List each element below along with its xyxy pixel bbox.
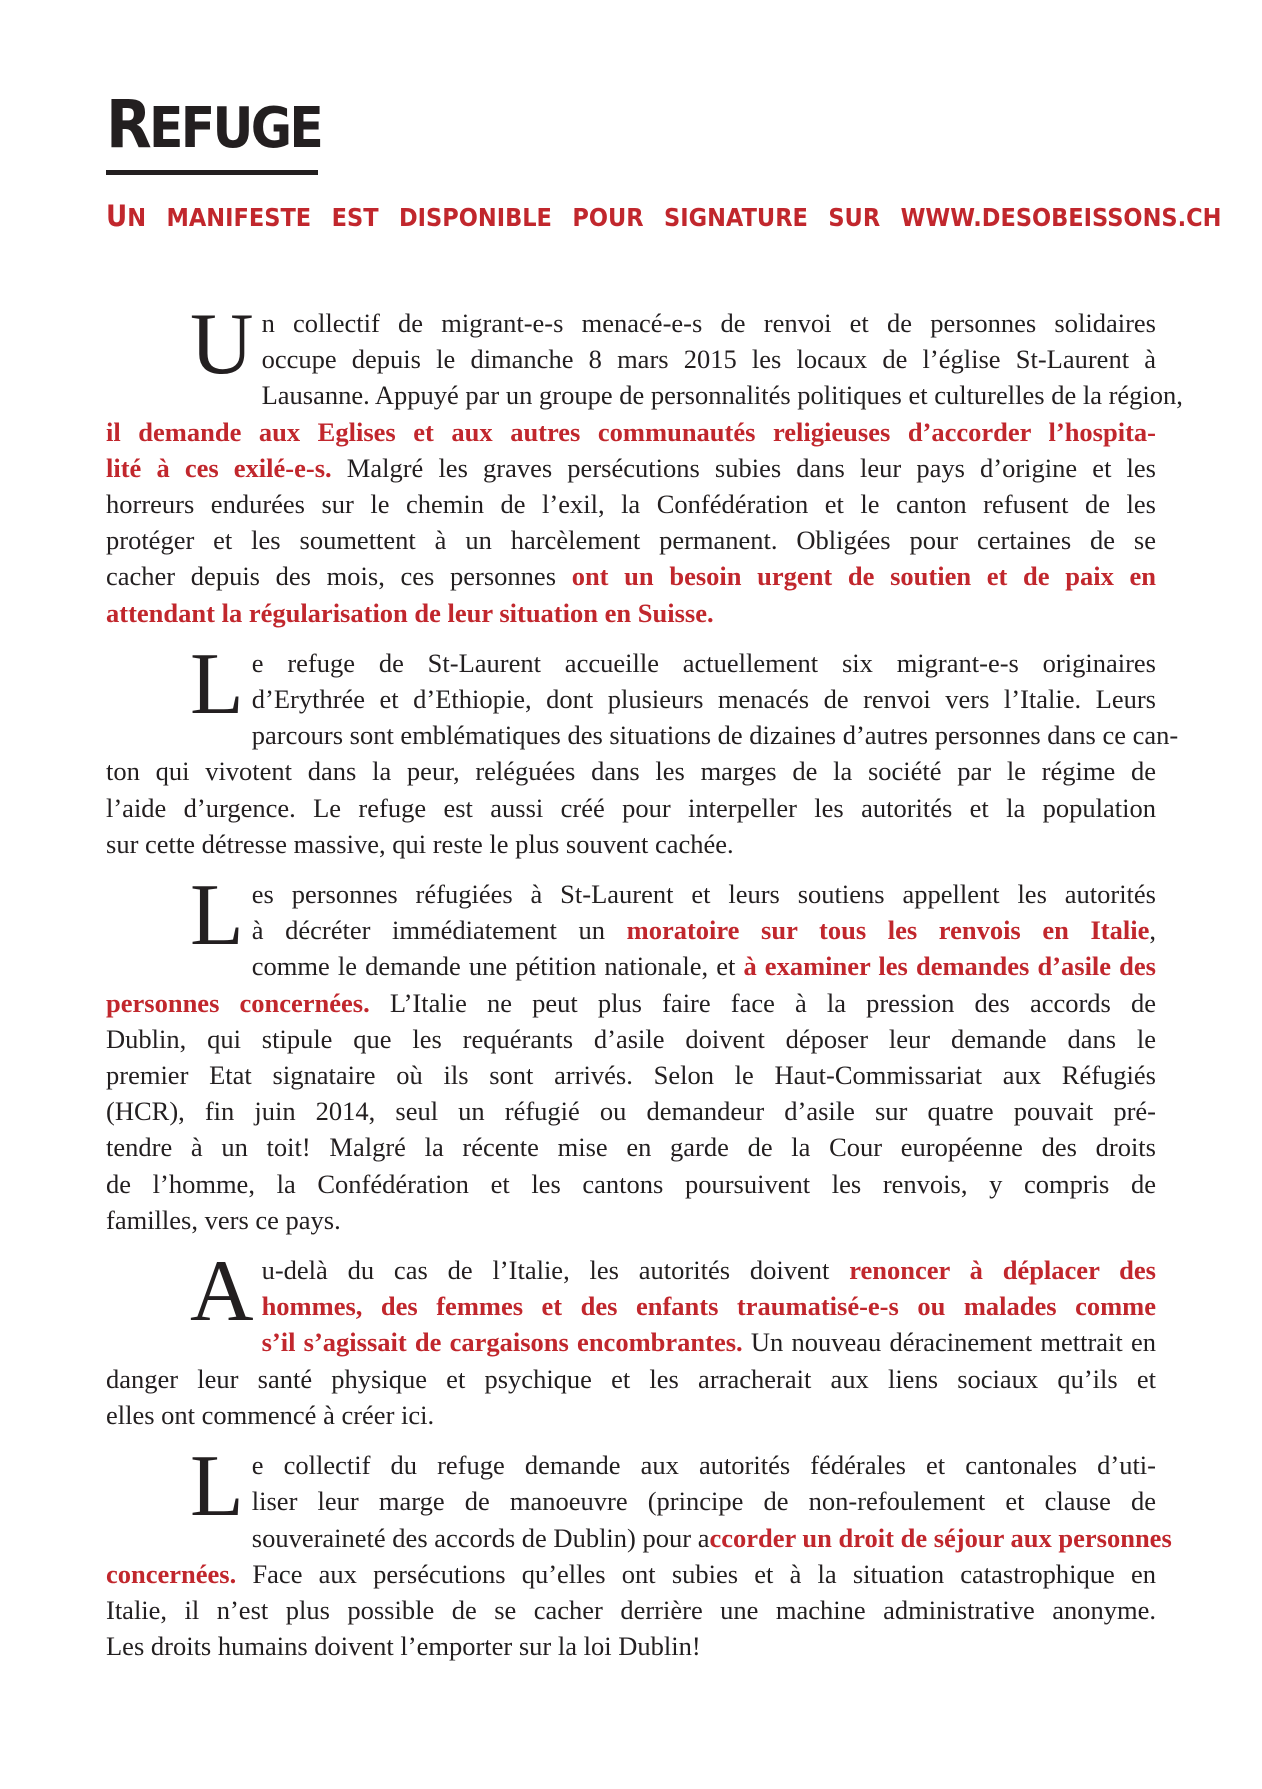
text-line [106, 595, 1156, 631]
body-text: e collectif du refuge demande aux autorités fédérales et cantonales d’uti- [251, 1450, 1156, 1481]
body-text: es personnes réfugiées à St-Laurent et leurs soutiens appellent les autorités [251, 879, 1156, 910]
body-text: cacher depuis des mois, ces personnes [106, 561, 572, 592]
paragraph [106, 1438, 1172, 1664]
body-text: parcours sont emblématiques des situations de dizaines d’autres personnes dans ce can- [251, 720, 1179, 751]
body-text: , [1149, 915, 1156, 946]
title-first-letter: R [106, 86, 150, 163]
drop-cap: U [190, 296, 254, 393]
paragraph [106, 867, 1156, 1238]
text-line [106, 305, 1156, 341]
drop-cap: L [190, 635, 244, 733]
text-line [106, 681, 1156, 717]
text-line [106, 414, 1156, 450]
title-underline [106, 170, 318, 175]
body-text: Un nouveau déracinement mettrait en [742, 1327, 1157, 1358]
paragraph [106, 635, 1179, 862]
text-line [106, 558, 1156, 594]
body-text: L’Italie ne peut plus faire face à la pression des accords de [369, 987, 1156, 1018]
text-line [106, 486, 1156, 522]
body-text: comme le demande une pétition nationale, et [251, 951, 744, 982]
drop-cap: A [190, 1243, 254, 1341]
text-line [106, 1447, 1156, 1483]
body-text: souveraineté des accords de Dublin) pour a [251, 1522, 710, 1553]
text-line [106, 341, 1156, 377]
text-line [106, 1021, 1156, 1057]
highlighted-text: concernées. [106, 1558, 237, 1589]
subtitle-manifesto: UN MANIFESTE EST DISPONIBLE POUR SIGNATURE SUR WWW.DESOBEISSONS.CH [106, 199, 1222, 233]
body-text: tendre à un toit! Malgré la récente mise en garde de la Cour européenne des droits [106, 1132, 1156, 1163]
text-line [106, 1592, 1156, 1628]
text-line [106, 985, 1156, 1021]
body-text: ton qui vivotent dans la peur, reléguées dans les marges de la société par le régime de [106, 756, 1156, 787]
body-text: u-delà du cas de l’Italie, les autorités doivent [261, 1255, 850, 1286]
highlighted-text: lité à ces exilé-e-s. [106, 452, 332, 483]
highlighted-text: ont un besoin urgent de soutien et de paix en [571, 561, 1157, 592]
text-line [106, 1093, 1156, 1129]
body-text: horreurs endurées sur le chemin de l’exil, la Confédération et le canton refusent de les [106, 489, 1156, 520]
body-text: Malgré les graves persécutions subies dans leur pays d’origine et les [331, 452, 1156, 483]
highlighted-text: à examiner les demandes d’asile des [743, 951, 1156, 982]
body-text: liser leur marge de manoeuvre (principe de non-refoulement et clause de [251, 1486, 1156, 1517]
text-line [106, 1628, 1156, 1664]
text-line [106, 948, 1156, 984]
text-line [106, 1397, 1156, 1433]
text-line [106, 876, 1156, 912]
text-line [106, 645, 1156, 681]
text-line [106, 1166, 1156, 1202]
paragraph [106, 296, 1183, 631]
drop-cap: L [190, 867, 244, 965]
body-text: Face aux persécutions qu’elles ont subies et à la situation catastrophique en [236, 1558, 1156, 1589]
body-text: elles ont commencé à créer ici. [106, 1399, 435, 1430]
body-text: n collectif de migrant-e-s menacé-e-s de renvoi et de personnes solidaires [261, 308, 1156, 338]
text-line [106, 1288, 1156, 1324]
highlighted-text: renoncer à déplacer des [849, 1255, 1156, 1286]
body-text: occupe depuis le dimanche 8 mars 2015 les locaux de l’église St-Laurent à [261, 344, 1156, 375]
text-line [106, 717, 1179, 753]
highlighted-text: hommes, des femmes et des enfants traumatisé-e-s ou malades comme [261, 1291, 1156, 1322]
body-text: de l’homme, la Confédération et les cantons poursuivent les renvois, y compris de [106, 1168, 1156, 1199]
text-line [106, 1483, 1156, 1519]
page-title [106, 86, 322, 168]
body-text: Lausanne. Appuyé par un groupe de personnalités politiques et culturelles de la région, [261, 380, 1183, 411]
text-line [106, 522, 1156, 558]
body-text: à décréter immédiatement un [251, 915, 627, 946]
body-text: premier Etat signataire où ils sont arrivés. Selon le Haut-Commissariat aux Réfugiés [106, 1060, 1156, 1091]
text-line [106, 1520, 1172, 1556]
highlighted-text: personnes concernées. [106, 987, 370, 1018]
text-line [106, 1057, 1156, 1093]
body-text: Les droits humains doivent l’emporter sur la loi Dublin! [106, 1631, 701, 1662]
text-line [106, 450, 1156, 486]
body-text: familles, vers ce pays. [106, 1204, 341, 1235]
body-text: Dublin, qui stipule que les requérants d’asile doivent déposer leur demande dans le [106, 1023, 1156, 1054]
highlighted-text: ccorder un droit de séjour aux personnes [709, 1522, 1172, 1553]
highlighted-text: s’il s’agissait de cargaisons encombrantes. [261, 1327, 743, 1358]
title-block [106, 86, 345, 168]
body-text: sur cette détresse massive, qui reste le plus souvent cachée. [106, 828, 734, 859]
title-rest: EFUGE [149, 96, 322, 161]
body-text: Italie, il n’est plus possible de se cacher derrière une machine administrative anonyme. [106, 1594, 1156, 1625]
text-line [106, 1252, 1156, 1288]
highlighted-text: attendant la régularisation de leur situation en Suisse. [106, 597, 714, 628]
text-line [106, 753, 1156, 789]
body-text: d’Erythrée et d’Ethiopie, dont plusieurs menacés de renvoi vers l’Italie. Leurs [251, 684, 1156, 715]
body-text: danger leur santé physique et psychique et les arracherait aux liens sociaux qu’ils et [106, 1363, 1156, 1394]
text-line [106, 790, 1156, 826]
paragraph [106, 1243, 1157, 1433]
article-body [106, 296, 1183, 1678]
body-text: protéger et les soumettent à un harcèlement permanent. Obligées pour certaines de se [106, 525, 1156, 556]
text-line [106, 912, 1156, 948]
text-line [106, 377, 1183, 413]
text-line [106, 1361, 1156, 1397]
text-line [106, 1202, 1156, 1238]
text-line [106, 1324, 1156, 1360]
text-line [106, 1556, 1156, 1592]
highlighted-text: moratoire sur tous les renvois en Italie [626, 915, 1150, 946]
body-text: l’aide d’urgence. Le refuge est aussi créé pour interpeller les autorités et la population [106, 792, 1156, 823]
text-line [106, 826, 1156, 862]
body-text: e refuge de St-Laurent accueille actuellement six migrant-e-s originaires [251, 647, 1156, 678]
text-line [106, 1129, 1156, 1165]
body-text: (HCR), fin juin 2014, seul un réfugié ou demandeur d’asile sur quatre pouvait pré- [106, 1096, 1156, 1127]
drop-cap: L [190, 1438, 244, 1536]
highlighted-text: il demande aux Eglises et aux autres communautés religieuses d’accorder l’hospita- [106, 416, 1156, 447]
